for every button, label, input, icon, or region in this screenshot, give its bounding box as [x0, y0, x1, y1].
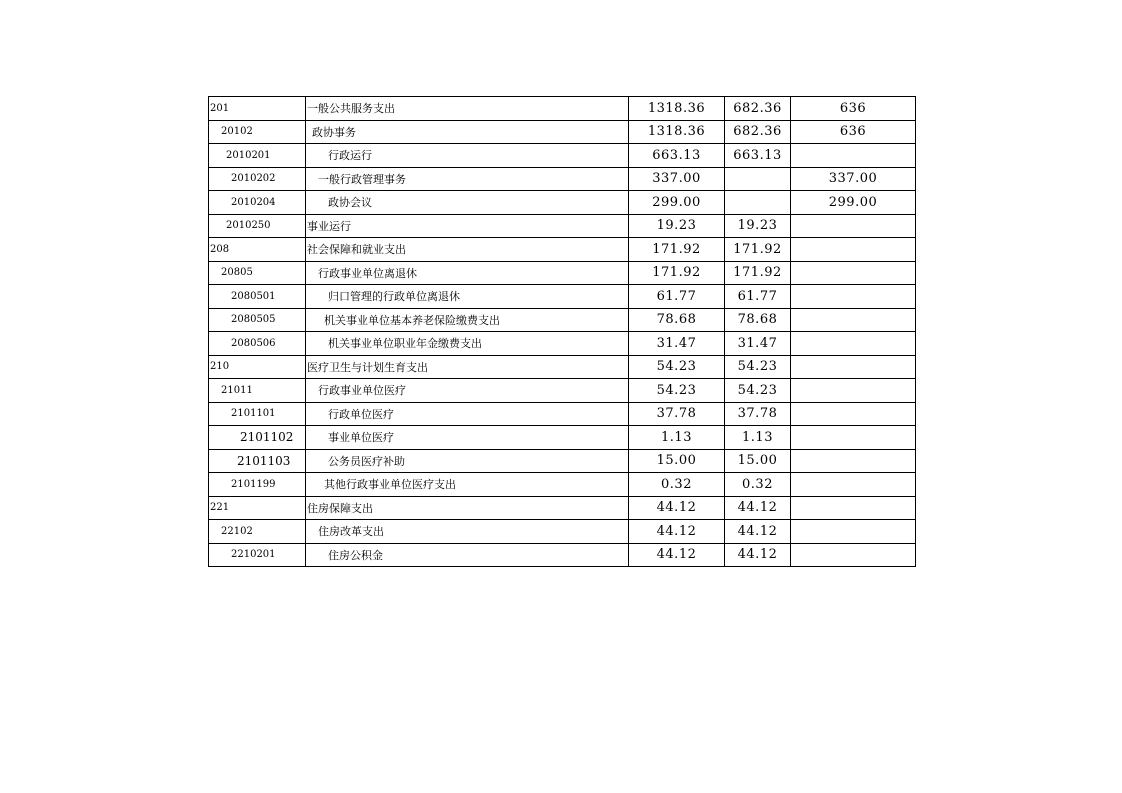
account-code: 2010204 — [209, 191, 306, 215]
project-amount: 636 — [791, 97, 916, 121]
account-code: 2101101 — [209, 402, 306, 426]
table-row — [209, 191, 916, 215]
basic-amount: 15.00 — [725, 449, 791, 473]
total-amount: 44.12 — [629, 496, 725, 520]
basic-amount: 54.23 — [725, 379, 791, 403]
total-amount: 37.78 — [629, 402, 725, 426]
basic-amount: 682.36 — [725, 97, 791, 121]
table-row — [209, 402, 916, 426]
total-amount: 44.12 — [629, 520, 725, 544]
project-amount — [791, 496, 916, 520]
total-amount: 31.47 — [629, 332, 725, 356]
account-name: 住房保障支出 — [306, 496, 629, 520]
account-code: 20102 — [209, 120, 306, 144]
project-amount — [791, 473, 916, 497]
table-row — [209, 285, 916, 309]
table-row — [209, 308, 916, 332]
project-amount — [791, 426, 916, 450]
total-amount: 54.23 — [629, 379, 725, 403]
basic-amount: 44.12 — [725, 496, 791, 520]
table-row — [209, 120, 916, 144]
account-code: 2101199 — [209, 473, 306, 497]
basic-amount: 61.77 — [725, 285, 791, 309]
account-name: 行政事业单位医疗 — [306, 379, 629, 403]
account-code: 208 — [209, 238, 306, 262]
total-amount: 171.92 — [629, 238, 725, 262]
account-name: 行政单位医疗 — [306, 402, 629, 426]
account-code: 2010250 — [209, 214, 306, 238]
table-row — [209, 238, 916, 262]
table-row — [209, 496, 916, 520]
total-amount: 0.32 — [629, 473, 725, 497]
total-amount: 1318.36 — [629, 120, 725, 144]
account-name: 医疗卫生与计划生育支出 — [306, 355, 629, 379]
expenditure-table — [208, 96, 916, 567]
table-row — [209, 144, 916, 168]
account-code: 2010202 — [209, 167, 306, 191]
account-code: 20805 — [209, 261, 306, 285]
account-name: 一般行政管理事务 — [306, 167, 629, 191]
table-row — [209, 97, 916, 121]
project-amount — [791, 543, 916, 567]
total-amount: 61.77 — [629, 285, 725, 309]
account-name: 住房公积金 — [306, 543, 629, 567]
project-amount — [791, 355, 916, 379]
total-amount: 15.00 — [629, 449, 725, 473]
project-amount — [791, 449, 916, 473]
total-amount: 663.13 — [629, 144, 725, 168]
account-code: 21011 — [209, 379, 306, 403]
project-amount — [791, 332, 916, 356]
account-name: 其他行政事业单位医疗支出 — [306, 473, 629, 497]
basic-amount: 31.47 — [725, 332, 791, 356]
table-row — [209, 355, 916, 379]
account-code: 2101102 — [209, 426, 306, 450]
account-code: 2101103 — [209, 449, 306, 473]
basic-amount: 44.12 — [725, 543, 791, 567]
basic-amount: 663.13 — [725, 144, 791, 168]
table-row — [209, 167, 916, 191]
table-row — [209, 332, 916, 356]
account-name: 行政事业单位离退休 — [306, 261, 629, 285]
table-row — [209, 261, 916, 285]
account-name: 政协事务 — [306, 120, 629, 144]
project-amount — [791, 379, 916, 403]
account-code: 210 — [209, 355, 306, 379]
account-code: 2080501 — [209, 285, 306, 309]
total-amount: 19.23 — [629, 214, 725, 238]
basic-amount: 54.23 — [725, 355, 791, 379]
project-amount — [791, 238, 916, 262]
account-code: 22102 — [209, 520, 306, 544]
table-row — [209, 473, 916, 497]
total-amount: 337.00 — [629, 167, 725, 191]
table-row — [209, 379, 916, 403]
account-code: 2080505 — [209, 308, 306, 332]
project-amount — [791, 144, 916, 168]
basic-amount — [725, 191, 791, 215]
total-amount: 54.23 — [629, 355, 725, 379]
total-amount: 1318.36 — [629, 97, 725, 121]
basic-amount: 19.23 — [725, 214, 791, 238]
project-amount — [791, 402, 916, 426]
account-code: 2010201 — [209, 144, 306, 168]
total-amount: 171.92 — [629, 261, 725, 285]
account-name: 住房改革支出 — [306, 520, 629, 544]
basic-amount: 78.68 — [725, 308, 791, 332]
project-amount: 636 — [791, 120, 916, 144]
basic-amount: 171.92 — [725, 261, 791, 285]
table-row — [209, 449, 916, 473]
account-name: 一般公共服务支出 — [306, 97, 629, 121]
project-amount — [791, 308, 916, 332]
account-code: 2080506 — [209, 332, 306, 356]
table-row — [209, 520, 916, 544]
account-name: 社会保障和就业支出 — [306, 238, 629, 262]
project-amount — [791, 261, 916, 285]
total-amount: 1.13 — [629, 426, 725, 450]
table-row — [209, 426, 916, 450]
total-amount: 78.68 — [629, 308, 725, 332]
total-amount: 299.00 — [629, 191, 725, 215]
project-amount: 299.00 — [791, 191, 916, 215]
account-name: 机关事业单位职业年金缴费支出 — [306, 332, 629, 356]
basic-amount: 1.13 — [725, 426, 791, 450]
project-amount — [791, 285, 916, 309]
account-name: 事业运行 — [306, 214, 629, 238]
basic-amount: 171.92 — [725, 238, 791, 262]
account-name: 政协会议 — [306, 191, 629, 215]
account-name: 事业单位医疗 — [306, 426, 629, 450]
basic-amount: 682.36 — [725, 120, 791, 144]
basic-amount: 0.32 — [725, 473, 791, 497]
total-amount: 44.12 — [629, 543, 725, 567]
table-row — [209, 543, 916, 567]
basic-amount: 37.78 — [725, 402, 791, 426]
project-amount — [791, 520, 916, 544]
account-name: 公务员医疗补助 — [306, 449, 629, 473]
account-name: 行政运行 — [306, 144, 629, 168]
account-code: 2210201 — [209, 543, 306, 567]
account-name: 机关事业单位基本养老保险缴费支出 — [306, 308, 629, 332]
account-code: 201 — [209, 97, 306, 121]
account-name: 归口管理的行政单位离退休 — [306, 285, 629, 309]
basic-amount: 44.12 — [725, 520, 791, 544]
basic-amount — [725, 167, 791, 191]
table-row — [209, 214, 916, 238]
account-code: 221 — [209, 496, 306, 520]
project-amount: 337.00 — [791, 167, 916, 191]
project-amount — [791, 214, 916, 238]
